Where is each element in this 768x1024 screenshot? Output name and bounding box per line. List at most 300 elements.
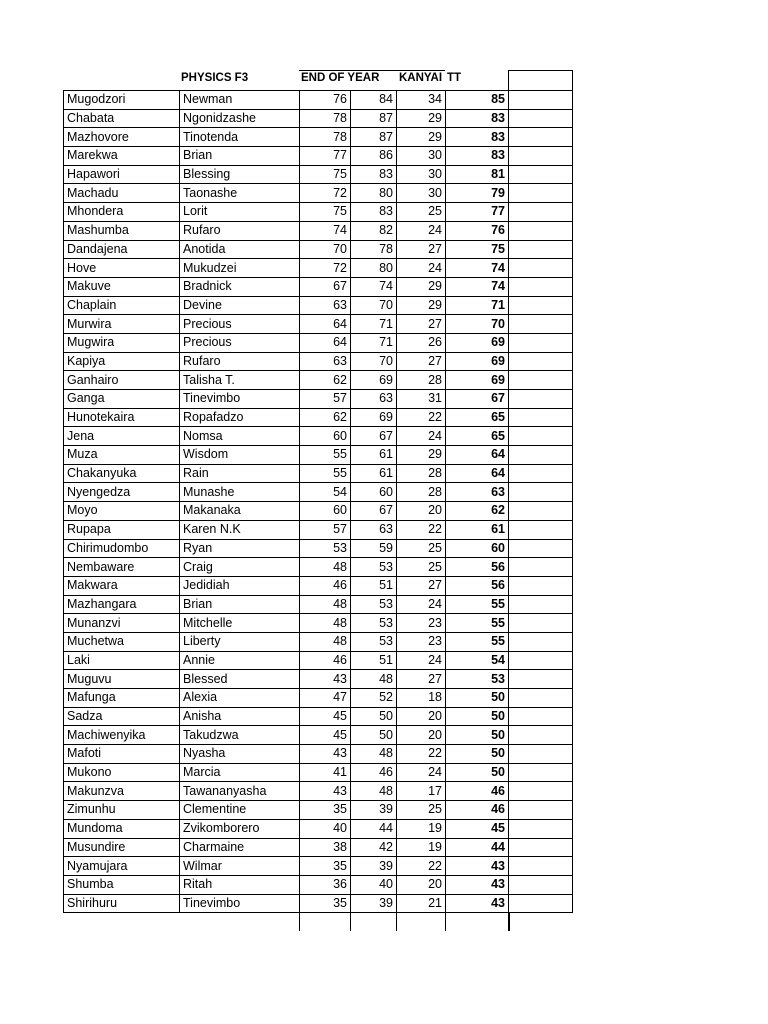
empty-cell <box>509 726 573 745</box>
surname-cell: Shumba <box>64 875 180 894</box>
surname-cell: Kapiya <box>64 352 180 371</box>
total-cell: 64 <box>446 464 509 483</box>
kanyai-mark-cell: 29 <box>397 446 446 465</box>
surname-cell: Hapawori <box>64 165 180 184</box>
end-of-year-adjusted-cell: 53 <box>351 632 397 651</box>
total-cell: 43 <box>446 857 509 876</box>
total-cell: 74 <box>446 259 509 278</box>
end-of-year-adjusted-cell: 39 <box>351 857 397 876</box>
kanyai-mark-cell: 23 <box>397 614 446 633</box>
end-of-year-adjusted-cell: 60 <box>351 483 397 502</box>
total-cell: 85 <box>446 91 509 110</box>
table-row <box>64 184 573 203</box>
empty-cell <box>509 745 573 764</box>
total-cell: 46 <box>446 782 509 801</box>
empty-cell <box>509 128 573 147</box>
table-row <box>64 857 573 876</box>
total-cell: 69 <box>446 352 509 371</box>
surname-cell: Jena <box>64 427 180 446</box>
end-of-year-adjusted-cell: 74 <box>351 277 397 296</box>
empty-cell <box>509 763 573 782</box>
end-of-year-mark-cell: 64 <box>300 333 351 352</box>
name-cell: Wisdom <box>180 446 300 465</box>
surname-cell: Shirihuru <box>64 894 180 913</box>
name-cell: Annie <box>180 651 300 670</box>
end-of-year-mark-cell: 43 <box>300 745 351 764</box>
end-of-year-adjusted-cell: 48 <box>351 745 397 764</box>
surname-cell: Ganga <box>64 390 180 409</box>
surname-cell: Laki <box>64 651 180 670</box>
name-cell: Precious <box>180 315 300 334</box>
surname-cell: Sadza <box>64 707 180 726</box>
kanyai-mark-cell: 29 <box>397 109 446 128</box>
table-row <box>64 819 573 838</box>
header-top-rule <box>508 70 572 71</box>
empty-cell <box>509 259 573 278</box>
surname-cell: Nembaware <box>64 558 180 577</box>
kanyai-mark-cell: 20 <box>397 726 446 745</box>
empty-cell <box>509 520 573 539</box>
end-of-year-adjusted-cell: 63 <box>351 390 397 409</box>
table-row <box>64 296 573 315</box>
end-of-year-mark-cell: 57 <box>300 520 351 539</box>
table-row <box>64 259 573 278</box>
end-of-year-mark-cell: 74 <box>300 221 351 240</box>
kanyai-mark-cell: 28 <box>397 371 446 390</box>
table-row <box>64 689 573 708</box>
total-cell: 55 <box>446 614 509 633</box>
surname-cell: Musundire <box>64 838 180 857</box>
name-cell: Mitchelle <box>180 614 300 633</box>
grid-line <box>396 913 397 931</box>
surname-cell: Chaplain <box>64 296 180 315</box>
grid-line <box>508 913 510 931</box>
table-row <box>64 614 573 633</box>
name-cell: Blessing <box>180 165 300 184</box>
end-of-year-adjusted-cell: 71 <box>351 333 397 352</box>
surname-cell: Chakanyuka <box>64 464 180 483</box>
grid-line <box>299 913 300 931</box>
name-cell: Makanaka <box>180 502 300 521</box>
empty-cell <box>509 203 573 222</box>
name-cell: Anisha <box>180 707 300 726</box>
surname-cell: Nyengedza <box>64 483 180 502</box>
kanyai-mark-cell: 24 <box>397 221 446 240</box>
grid-line <box>445 913 446 931</box>
total-cell: 45 <box>446 819 509 838</box>
table-row <box>64 595 573 614</box>
table-row <box>64 875 573 894</box>
total-cell: 46 <box>446 801 509 820</box>
kanyai-mark-cell: 24 <box>397 427 446 446</box>
kanyai-mark-cell: 17 <box>397 782 446 801</box>
end-of-year-adjusted-cell: 61 <box>351 446 397 465</box>
end-of-year-mark-cell: 72 <box>300 259 351 278</box>
end-of-year-mark-cell: 64 <box>300 315 351 334</box>
surname-cell: Mundoma <box>64 819 180 838</box>
end-of-year-mark-cell: 72 <box>300 184 351 203</box>
kanyai-mark-cell: 24 <box>397 763 446 782</box>
surname-cell: Makuve <box>64 277 180 296</box>
surname-cell: Chabata <box>64 109 180 128</box>
table-row <box>64 539 573 558</box>
end-of-year-adjusted-cell: 83 <box>351 203 397 222</box>
total-cell: 69 <box>446 333 509 352</box>
empty-cell <box>509 315 573 334</box>
surname-cell: Zimunhu <box>64 801 180 820</box>
total-cell: 43 <box>446 875 509 894</box>
name-cell: Brian <box>180 147 300 166</box>
kanyai-mark-cell: 28 <box>397 464 446 483</box>
end-of-year-mark-cell: 53 <box>300 539 351 558</box>
kanyai-mark-cell: 29 <box>397 296 446 315</box>
total-cell: 50 <box>446 689 509 708</box>
surname-cell: Mukono <box>64 763 180 782</box>
table-row <box>64 315 573 334</box>
name-cell: Newman <box>180 91 300 110</box>
name-cell: Tinevimbo <box>180 894 300 913</box>
empty-cell <box>509 576 573 595</box>
end-of-year-mark-cell: 63 <box>300 352 351 371</box>
end-of-year-mark-cell: 40 <box>300 819 351 838</box>
empty-cell <box>509 333 573 352</box>
kanyai-mark-cell: 19 <box>397 819 446 838</box>
name-cell: Charmaine <box>180 838 300 857</box>
table-row <box>64 390 573 409</box>
table-row <box>64 203 573 222</box>
end-of-year-adjusted-cell: 48 <box>351 782 397 801</box>
surname-cell: Muza <box>64 446 180 465</box>
total-cell: 83 <box>446 109 509 128</box>
surname-cell: Makwara <box>64 576 180 595</box>
table-row <box>64 576 573 595</box>
total-cell: 60 <box>446 539 509 558</box>
surname-cell: Hunotekaira <box>64 408 180 427</box>
spreadsheet <box>63 70 573 931</box>
kanyai-header: KANYAI <box>399 72 443 84</box>
end-of-year-adjusted-cell: 87 <box>351 128 397 147</box>
end-of-year-adjusted-cell: 69 <box>351 371 397 390</box>
kanyai-mark-cell: 31 <box>397 390 446 409</box>
empty-cell <box>509 502 573 521</box>
kanyai-mark-cell: 29 <box>397 277 446 296</box>
total-cell: 70 <box>446 315 509 334</box>
end-of-year-adjusted-cell: 59 <box>351 539 397 558</box>
name-cell: Marcia <box>180 763 300 782</box>
empty-cell <box>509 91 573 110</box>
total-cell: 50 <box>446 763 509 782</box>
table-row <box>64 670 573 689</box>
kanyai-mark-cell: 19 <box>397 838 446 857</box>
empty-cell <box>509 838 573 857</box>
table-row <box>64 333 573 352</box>
end-of-year-adjusted-cell: 40 <box>351 875 397 894</box>
kanyai-mark-cell: 21 <box>397 894 446 913</box>
name-cell: Nyasha <box>180 745 300 764</box>
kanyai-mark-cell: 23 <box>397 632 446 651</box>
end-of-year-adjusted-cell: 63 <box>351 520 397 539</box>
empty-cell <box>509 651 573 670</box>
total-cell: 74 <box>446 277 509 296</box>
kanyai-mark-cell: 27 <box>397 670 446 689</box>
name-cell: Talisha T. <box>180 371 300 390</box>
total-cell: 56 <box>446 558 509 577</box>
total-cell: 65 <box>446 427 509 446</box>
empty-cell <box>509 894 573 913</box>
surname-cell: Chirimudombo <box>64 539 180 558</box>
table-row <box>64 464 573 483</box>
empty-cell <box>509 689 573 708</box>
empty-cell <box>509 109 573 128</box>
kanyai-mark-cell: 25 <box>397 539 446 558</box>
header-top-rule <box>299 70 445 71</box>
end-of-year-adjusted-cell: 42 <box>351 838 397 857</box>
empty-cell <box>509 483 573 502</box>
table-row <box>64 520 573 539</box>
end-of-year-mark-cell: 78 <box>300 109 351 128</box>
kanyai-mark-cell: 30 <box>397 147 446 166</box>
name-cell: Takudzwa <box>180 726 300 745</box>
empty-cell <box>509 277 573 296</box>
end-of-year-mark-cell: 47 <box>300 689 351 708</box>
name-cell: Zvikomborero <box>180 819 300 838</box>
empty-cell <box>509 632 573 651</box>
kanyai-mark-cell: 25 <box>397 203 446 222</box>
end-of-year-adjusted-cell: 86 <box>351 147 397 166</box>
end-of-year-mark-cell: 38 <box>300 838 351 857</box>
name-cell: Ritah <box>180 875 300 894</box>
table-row <box>64 838 573 857</box>
surname-cell: Hove <box>64 259 180 278</box>
surname-cell: Muchetwa <box>64 632 180 651</box>
end-of-year-adjusted-cell: 70 <box>351 352 397 371</box>
name-cell: Craig <box>180 558 300 577</box>
end-of-year-adjusted-cell: 71 <box>351 315 397 334</box>
name-cell: Ngonidzashe <box>180 109 300 128</box>
name-cell: Precious <box>180 333 300 352</box>
end-of-year-mark-cell: 62 <box>300 408 351 427</box>
name-cell: Nomsa <box>180 427 300 446</box>
table-row <box>64 707 573 726</box>
empty-cell <box>509 558 573 577</box>
name-cell: Tawananyasha <box>180 782 300 801</box>
kanyai-mark-cell: 25 <box>397 801 446 820</box>
surname-cell: Murwira <box>64 315 180 334</box>
surname-cell: Mazhangara <box>64 595 180 614</box>
end-of-year-adjusted-cell: 50 <box>351 726 397 745</box>
kanyai-mark-cell: 27 <box>397 240 446 259</box>
kanyai-mark-cell: 20 <box>397 707 446 726</box>
table-row <box>64 277 573 296</box>
end-of-year-mark-cell: 43 <box>300 782 351 801</box>
total-cell: 62 <box>446 502 509 521</box>
kanyai-mark-cell: 25 <box>397 558 446 577</box>
name-cell: Taonashe <box>180 184 300 203</box>
surname-cell: Rupapa <box>64 520 180 539</box>
surname-cell: Mafunga <box>64 689 180 708</box>
table-row <box>64 894 573 913</box>
end-of-year-adjusted-cell: 53 <box>351 595 397 614</box>
table-row <box>64 371 573 390</box>
total-cell: 77 <box>446 203 509 222</box>
end-of-year-mark-cell: 48 <box>300 632 351 651</box>
kanyai-mark-cell: 26 <box>397 333 446 352</box>
kanyai-mark-cell: 24 <box>397 595 446 614</box>
end-of-year-mark-cell: 35 <box>300 801 351 820</box>
end-of-year-mark-cell: 48 <box>300 595 351 614</box>
kanyai-mark-cell: 30 <box>397 184 446 203</box>
total-cell: 50 <box>446 745 509 764</box>
kanyai-mark-cell: 24 <box>397 259 446 278</box>
name-cell: Munashe <box>180 483 300 502</box>
empty-cell <box>509 614 573 633</box>
table-row <box>64 165 573 184</box>
end-of-year-mark-cell: 70 <box>300 240 351 259</box>
total-cell: 81 <box>446 165 509 184</box>
kanyai-mark-cell: 18 <box>397 689 446 708</box>
surname-cell: Mugwira <box>64 333 180 352</box>
end-of-year-adjusted-cell: 80 <box>351 184 397 203</box>
surname-cell: Machadu <box>64 184 180 203</box>
kanyai-mark-cell: 24 <box>397 651 446 670</box>
end-of-year-mark-cell: 62 <box>300 371 351 390</box>
total-cell: 43 <box>446 894 509 913</box>
total-cell: 63 <box>446 483 509 502</box>
end-of-year-adjusted-cell: 80 <box>351 259 397 278</box>
end-of-year-mark-cell: 46 <box>300 651 351 670</box>
end-of-year-adjusted-cell: 51 <box>351 651 397 670</box>
name-cell: Wilmar <box>180 857 300 876</box>
end-of-year-mark-cell: 67 <box>300 277 351 296</box>
end-of-year-mark-cell: 76 <box>300 91 351 110</box>
name-cell: Tinotenda <box>180 128 300 147</box>
end-of-year-mark-cell: 35 <box>300 857 351 876</box>
end-of-year-adjusted-cell: 53 <box>351 614 397 633</box>
end-of-year-mark-cell: 55 <box>300 464 351 483</box>
empty-cell <box>509 801 573 820</box>
end-of-year-mark-cell: 45 <box>300 726 351 745</box>
name-cell: Bradnick <box>180 277 300 296</box>
table-row <box>64 240 573 259</box>
table-row <box>64 763 573 782</box>
name-cell: Tinevimbo <box>180 390 300 409</box>
kanyai-mark-cell: 22 <box>397 408 446 427</box>
total-cell: 64 <box>446 446 509 465</box>
end-of-year-adjusted-cell: 84 <box>351 91 397 110</box>
end-of-year-mark-cell: 77 <box>300 147 351 166</box>
table-row <box>64 427 573 446</box>
name-cell: Clementine <box>180 801 300 820</box>
table-row <box>64 745 573 764</box>
total-cell: 50 <box>446 707 509 726</box>
kanyai-mark-cell: 22 <box>397 520 446 539</box>
end-of-year-adjusted-cell: 46 <box>351 763 397 782</box>
end-of-year-adjusted-cell: 78 <box>351 240 397 259</box>
empty-cell <box>509 352 573 371</box>
total-cell: 83 <box>446 128 509 147</box>
total-cell: 75 <box>446 240 509 259</box>
end-of-year-adjusted-cell: 39 <box>351 894 397 913</box>
surname-cell: Dandajena <box>64 240 180 259</box>
surname-cell: Ganhairo <box>64 371 180 390</box>
end-of-year-adjusted-cell: 83 <box>351 165 397 184</box>
end-of-year-adjusted-cell: 53 <box>351 558 397 577</box>
table-row <box>64 632 573 651</box>
empty-cell <box>509 875 573 894</box>
total-cell: 76 <box>446 221 509 240</box>
total-cell: 55 <box>446 632 509 651</box>
kanyai-mark-cell: 28 <box>397 483 446 502</box>
kanyai-mark-cell: 27 <box>397 352 446 371</box>
kanyai-mark-cell: 30 <box>397 165 446 184</box>
table-row <box>64 221 573 240</box>
table-row <box>64 446 573 465</box>
empty-cell <box>509 427 573 446</box>
total-cell: 61 <box>446 520 509 539</box>
end-of-year-adjusted-cell: 51 <box>351 576 397 595</box>
end-of-year-adjusted-cell: 39 <box>351 801 397 820</box>
header-divider <box>508 70 509 90</box>
name-cell: Liberty <box>180 632 300 651</box>
empty-cell <box>509 147 573 166</box>
surname-cell: Marekwa <box>64 147 180 166</box>
surname-cell: Mhondera <box>64 203 180 222</box>
end-of-year-adjusted-cell: 69 <box>351 408 397 427</box>
name-cell: Ryan <box>180 539 300 558</box>
table-row <box>64 502 573 521</box>
kanyai-mark-cell: 27 <box>397 315 446 334</box>
empty-cell <box>509 221 573 240</box>
name-cell: Rain <box>180 464 300 483</box>
empty-row-remainder <box>63 913 573 931</box>
end-of-year-mark-cell: 41 <box>300 763 351 782</box>
surname-cell: Moyo <box>64 502 180 521</box>
total-cell: 83 <box>446 147 509 166</box>
empty-cell <box>509 782 573 801</box>
total-cell: 53 <box>446 670 509 689</box>
end-of-year-header: END OF YEAR <box>301 72 380 84</box>
end-of-year-mark-cell: 63 <box>300 296 351 315</box>
end-of-year-mark-cell: 78 <box>300 128 351 147</box>
end-of-year-mark-cell: 54 <box>300 483 351 502</box>
surname-cell: Muguvu <box>64 670 180 689</box>
end-of-year-mark-cell: 45 <box>300 707 351 726</box>
marks-table <box>63 90 573 913</box>
end-of-year-mark-cell: 36 <box>300 875 351 894</box>
empty-cell <box>509 595 573 614</box>
name-cell: Anotida <box>180 240 300 259</box>
name-cell: Ropafadzo <box>180 408 300 427</box>
end-of-year-mark-cell: 43 <box>300 670 351 689</box>
total-cell: 71 <box>446 296 509 315</box>
surname-cell: Mazhovore <box>64 128 180 147</box>
name-cell: Rufaro <box>180 221 300 240</box>
name-cell: Jedidiah <box>180 576 300 595</box>
end-of-year-adjusted-cell: 67 <box>351 427 397 446</box>
total-cell: 65 <box>446 408 509 427</box>
surname-cell: Mugodzori <box>64 91 180 110</box>
surname-cell: Mashumba <box>64 221 180 240</box>
table-row <box>64 109 573 128</box>
total-cell: 54 <box>446 651 509 670</box>
total-cell: 79 <box>446 184 509 203</box>
end-of-year-mark-cell: 60 <box>300 427 351 446</box>
end-of-year-adjusted-cell: 50 <box>351 707 397 726</box>
empty-cell <box>509 446 573 465</box>
empty-cell <box>509 165 573 184</box>
empty-cell <box>509 857 573 876</box>
name-cell: Karen N.K <box>180 520 300 539</box>
